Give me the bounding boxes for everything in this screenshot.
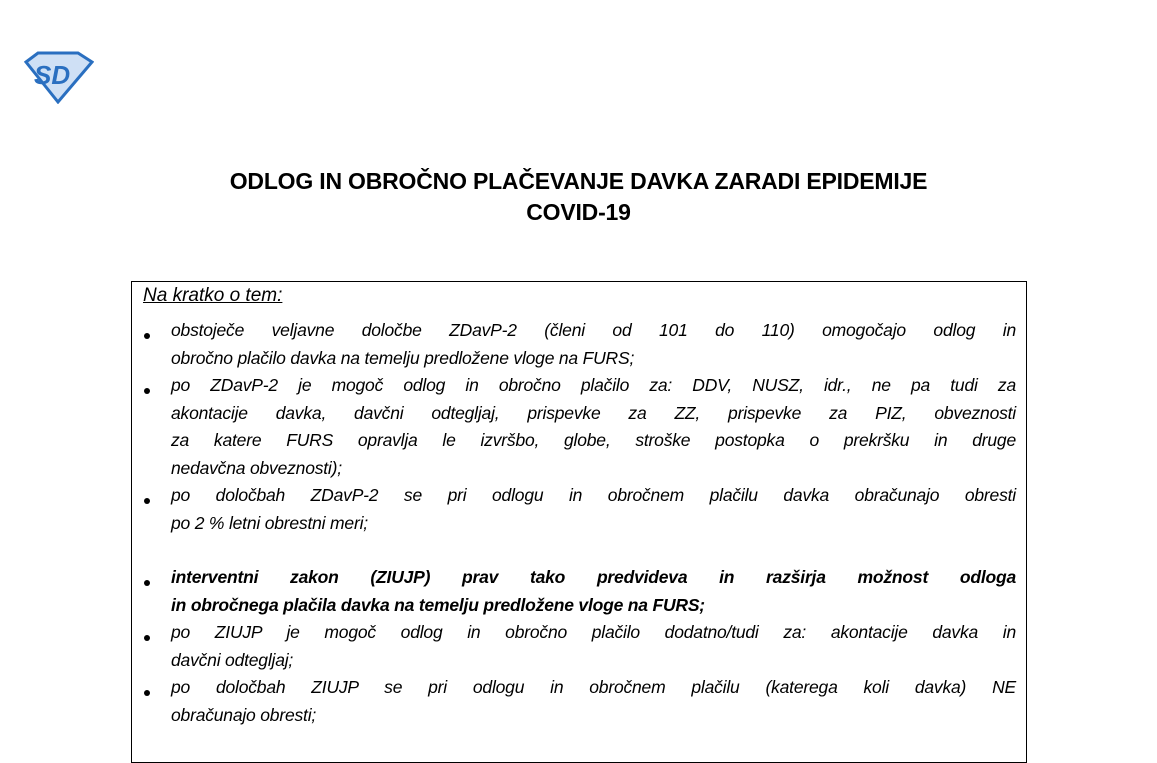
list-item-line: davčni odtegljaj;: [171, 649, 294, 670]
bullet-icon: [144, 498, 150, 504]
list-item-line: po ZDavP-2 je mogoč odlog in obročno plačilo za: DDV, NUSZ, idr., ne pa tudi za: [171, 375, 1016, 395]
list-item-line: nedavčna obveznosti);: [171, 457, 342, 478]
summary-heading: Na kratko o tem:: [143, 285, 283, 306]
list-item-line: po 2 % letni obrestni meri;: [171, 512, 368, 533]
list-item-line: obračunajo obresti;: [171, 704, 317, 725]
bullet-icon: [144, 333, 150, 339]
document-title-line-2: COVID-19: [526, 199, 631, 225]
document-title-line-1: ODLOG IN OBROČNO PLAČEVANJE DAVKA ZARADI EPIDEMIJE: [229, 168, 928, 194]
list-item-line: po ZIUJP je mogoč odlog in obročno plačilo dodatno/tudi za: akontacije davka in: [171, 622, 1016, 642]
bullet-icon: [144, 388, 150, 394]
svg-text:SD: SD: [34, 60, 71, 90]
list-item-line: akontacije davka, davčni odtegljaj, prispevke za ZZ, prispevke za PIZ, obveznosti: [171, 402, 1016, 423]
company-logo: [22, 50, 94, 104]
bullet-icon: [144, 580, 150, 586]
list-item-line: obročno plačilo davka na temelju predložene vloge na FURS;: [171, 347, 635, 368]
list-item-line: za katere FURS opravlja le izvršbo, globe, stroške postopka o prekršku in druge: [171, 430, 1016, 450]
list-item-line: po določbah ZIUJP se pri odlogu in obročnem plačilu (katerega koli davka) NE: [171, 677, 1016, 697]
list-item-line: po določbah ZDavP-2 se pri odlogu in obročnem plačilu davka obračunajo obresti: [171, 485, 1016, 505]
summary-box: [131, 281, 1027, 763]
bullet-icon: [144, 635, 150, 641]
list-item-line: interventni zakon (ZIUJP) prav tako predvideva in razširja možnost odloga: [171, 567, 1016, 587]
bullet-icon: [144, 690, 150, 696]
list-item-line: obstoječe veljavne določbe ZDavP-2 (členi od 101 do 110) omogočajo odlog in: [171, 320, 1016, 340]
list-item-line: in obročnega plačila davka na temelju predložene vloge na FURS;: [171, 594, 705, 615]
